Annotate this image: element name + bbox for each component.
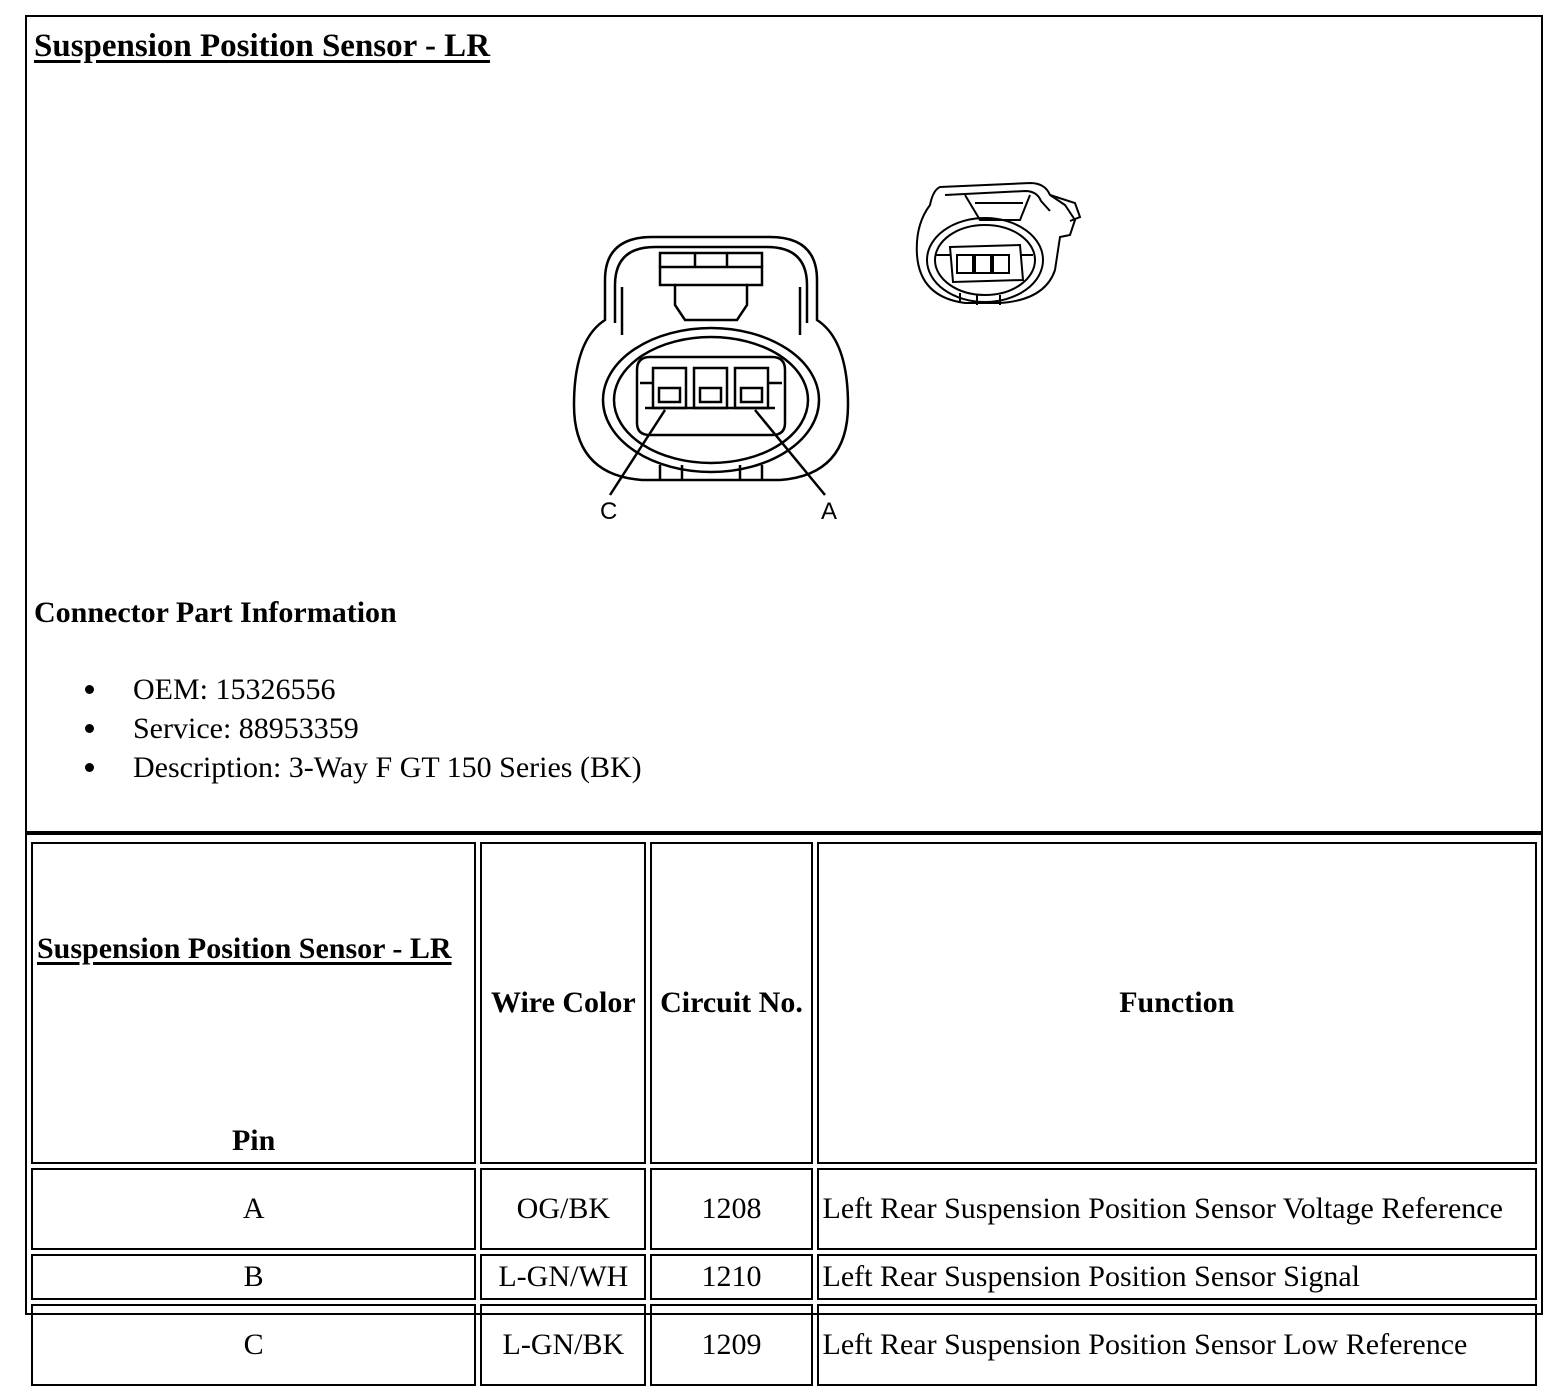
- list-item: [34, 748, 642, 787]
- pinout-table: [27, 838, 1541, 1390]
- header-pin-title: Suspension Position Sensor - LR: [37, 932, 452, 965]
- header-circuit-no: Circuit No.: [650, 842, 812, 1164]
- table-row: [31, 1304, 1537, 1386]
- list-item: [34, 670, 642, 709]
- connector-isometric-thumbnail: [905, 175, 1090, 315]
- connector-info-list: [34, 670, 642, 787]
- cell-wire-color: L-GN/WH: [480, 1254, 646, 1300]
- cell-circuit-no: 1209: [650, 1304, 812, 1386]
- header-pin: [31, 842, 476, 1164]
- table-header-row: [31, 842, 1537, 1164]
- cell-circuit-no: 1208: [650, 1168, 812, 1250]
- cell-function: Left Rear Suspension Position Sensor Low Reference: [817, 1304, 1538, 1386]
- list-item: [34, 709, 642, 748]
- oem-part-number: OEM: 15326556: [133, 673, 336, 706]
- cell-wire-color: L-GN/BK: [480, 1304, 646, 1386]
- cell-pin: B: [31, 1254, 476, 1300]
- pin-label-c: C: [600, 498, 618, 525]
- page-title: Suspension Position Sensor - LR: [34, 28, 491, 64]
- connector-face-diagram: [560, 225, 860, 530]
- pin-label-a: A: [821, 498, 838, 525]
- bullet-icon: [85, 763, 94, 772]
- header-wire-color: Wire Color: [480, 842, 646, 1164]
- cell-circuit-no: 1210: [650, 1254, 812, 1300]
- service-part-number: Service: 88953359: [133, 712, 359, 745]
- table-row: [31, 1168, 1537, 1250]
- cell-function: Left Rear Suspension Position Sensor Signal: [817, 1254, 1538, 1300]
- section-divider: [25, 831, 1543, 835]
- header-pin-label: Pin: [231, 1124, 276, 1157]
- cell-function: Left Rear Suspension Position Sensor Voltage Reference: [817, 1168, 1538, 1250]
- cell-wire-color: OG/BK: [480, 1168, 646, 1250]
- cell-pin: A: [31, 1168, 476, 1250]
- connector-description: Description: 3-Way F GT 150 Series (BK): [133, 751, 642, 784]
- connector-info-heading: Connector Part Information: [34, 596, 397, 629]
- bullet-icon: [85, 724, 94, 733]
- header-function: Function: [817, 842, 1538, 1164]
- table-row: [31, 1254, 1537, 1300]
- bullet-icon: [85, 685, 94, 694]
- cell-pin: C: [31, 1304, 476, 1386]
